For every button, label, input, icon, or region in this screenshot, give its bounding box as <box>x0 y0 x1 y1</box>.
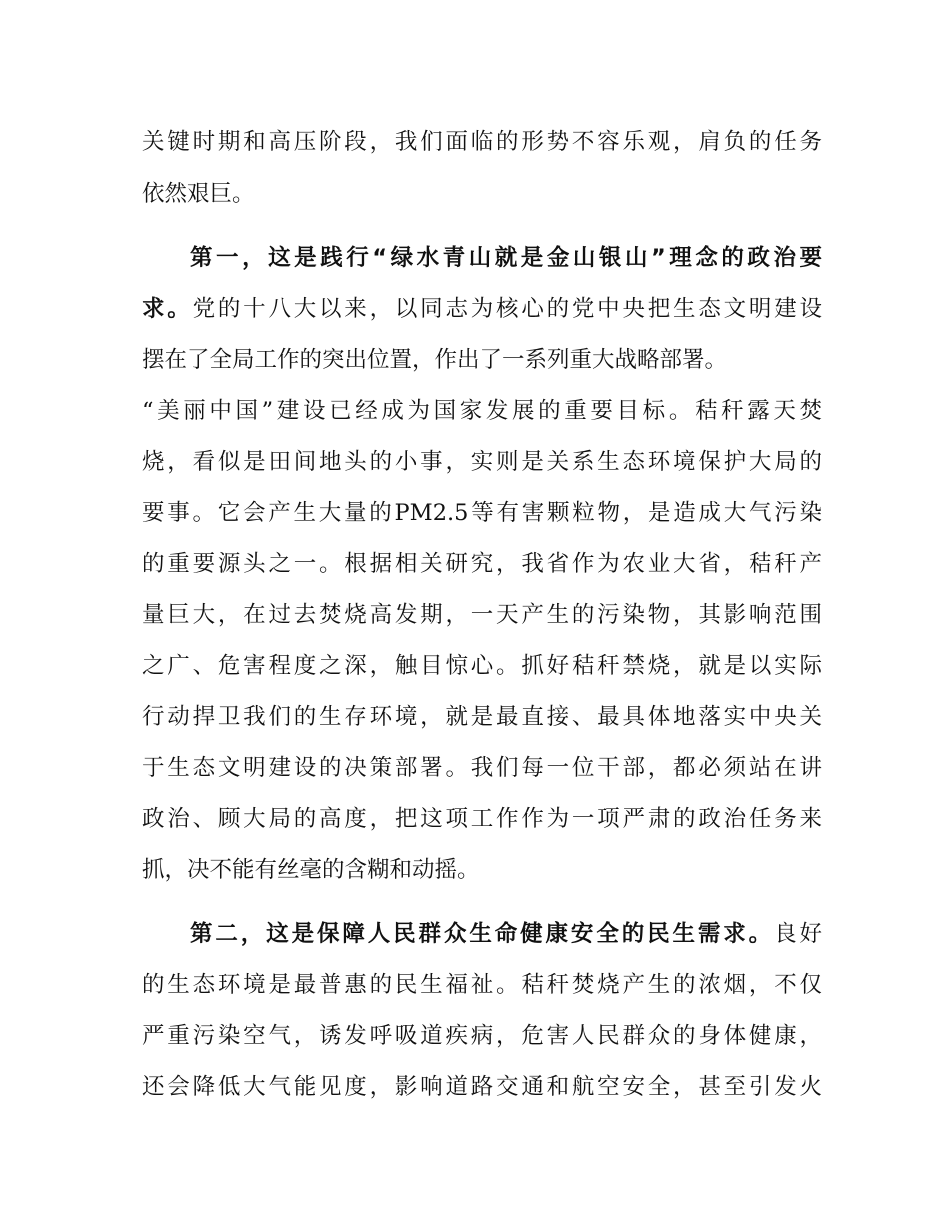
text-line: 于生态文明建设的决策部署。我们每一位干部，都必须站在讲 <box>142 755 822 781</box>
text-line: 量巨大，在过去焚烧高发期，一天产生的污染物，其影响范围 <box>142 602 822 628</box>
paragraph-heading-1 <box>190 240 822 276</box>
text-run: 党的十八大以来，以同志为核心的党中央把生态文明建设 <box>192 296 822 322</box>
text-line: 抓，决不能有丝毫的含糊和动摇。 <box>142 857 480 883</box>
bold-heading-text: 第一，这是践行“绿水青山就是金山银山”理念的政治要 <box>190 245 822 271</box>
text-line: 行动捍卫我们的生存环境，就是最直接、最具体地落实中央关 <box>142 704 822 730</box>
text-line: “美丽中国”建设已经成为国家发展的重要目标。秸秆露天焚 <box>142 398 822 424</box>
text-line: 还会降低大气能见度，影响道路交通和航空安全，甚至引发火 <box>142 1074 822 1100</box>
bold-heading-text: 求。 <box>142 296 193 322</box>
text-line: 严重污染空气，诱发呼吸道疾病，危害人民群众的身体健康， <box>142 1023 822 1049</box>
text-line: 之广、危害程度之深，触目惊心。抓好秸秆禁烧，就是以实际 <box>142 653 822 679</box>
paragraph-heading-2 <box>190 916 822 952</box>
text-line: 的生态环境是最普惠的民生福祉。秸秆焚烧产生的浓烟，不仅 <box>142 972 822 998</box>
text-line: 要事。它会产生大量的PM2.5等有害颗粒物，是造成大气污染 <box>142 500 822 526</box>
text-run: 良好 <box>774 921 822 947</box>
text-line: 摆在了全局工作的突出位置，作出了一系列重大战略部署。 <box>142 347 728 373</box>
text-line: 烧，看似是田间地头的小事，实则是关系生态环境保护大局的 <box>142 449 822 475</box>
text-line: 依然艰巨。 <box>142 181 255 207</box>
text-line: 的重要源头之一。根据相关研究，我省作为农业大省，秸秆产 <box>142 551 822 577</box>
bold-heading-text: 第二，这是保障人民群众生命健康安全的民生需求。 <box>190 921 775 947</box>
text-line: 关键时期和高压阶段，我们面临的形势不容乐观，肩负的任务 <box>142 129 822 155</box>
text-line: 政治、顾大局的高度，把这项工作作为一项严肃的政治任务来 <box>142 806 822 832</box>
text-line <box>142 291 822 327</box>
